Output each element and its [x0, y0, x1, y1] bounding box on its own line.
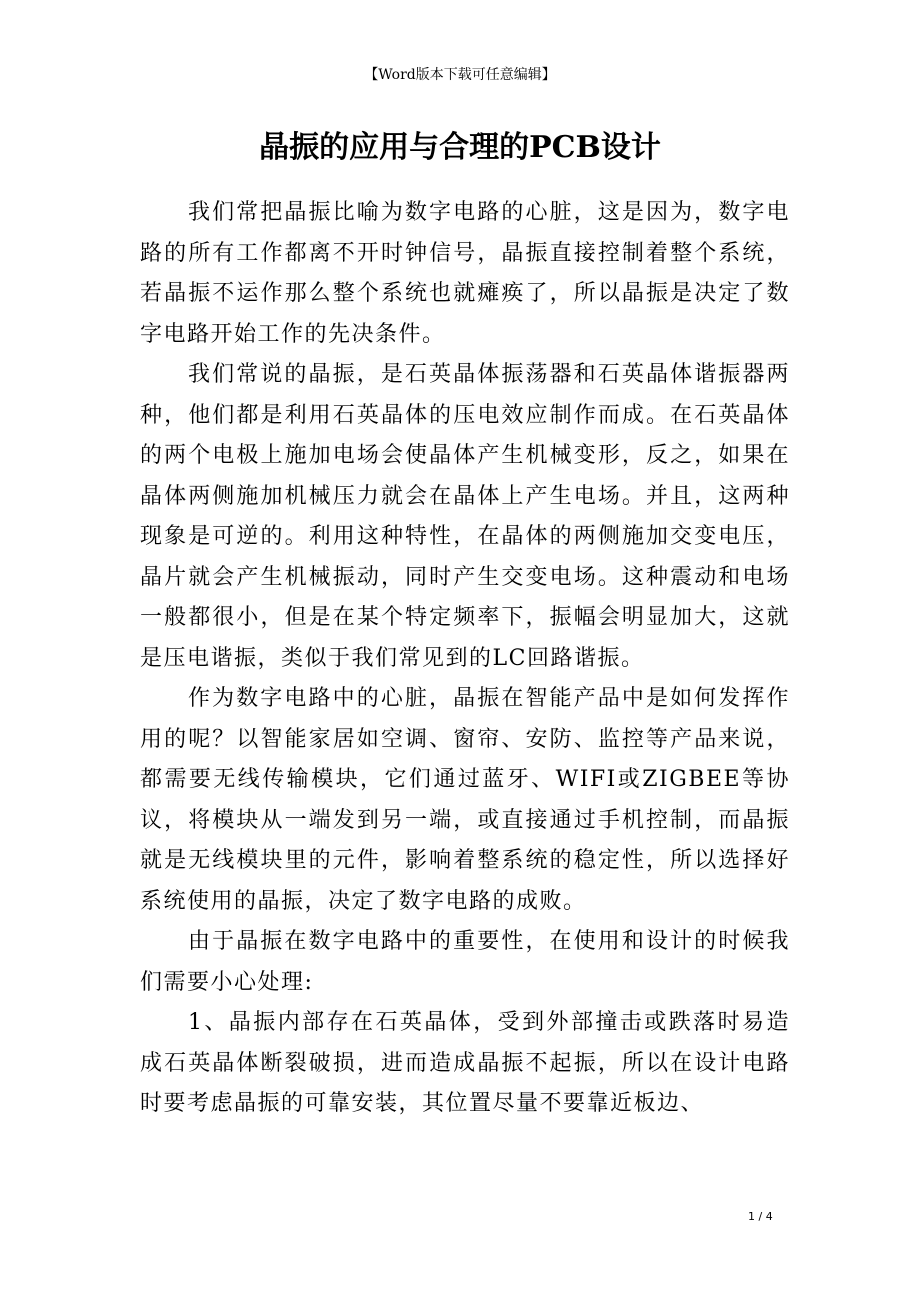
- document-title: 晶振的应用与合理的PCB设计: [259, 130, 661, 165]
- header-note: 【Word版本下载可任意编辑】: [364, 67, 556, 83]
- page-number: 1 / 4: [748, 1210, 773, 1223]
- document-body: [140, 193, 790, 1125]
- paragraph: 我们常说的晶振，是石英晶体振荡器和石英晶体谐振器两种，他们都是利用石英晶体的压电效应制作而成。在石英晶体的两个电极上施加电场会使晶体产生机械变形，反之，如果在晶体两侧施加机械压力就会在晶体上产生电场。并且，这两种现象是可逆的。利用这种特性，在晶体的两侧施加交变电压，晶片就会产生机械振动，同时产生交变电场。这种震动和电场一般都很小，但是在某个特定频率下，振幅会明显加大，这就是压电谐振，类似于我们常见到的LC回路谐振。: [140, 362, 790, 671]
- paragraph: 由于晶振在数字电路中的重要性，在使用和设计的时候我们需要小心处理:: [140, 929, 790, 995]
- paragraph: 作为数字电路中的心脏，晶振在智能产品中是如何发挥作用的呢？以智能家居如空调、窗帘、安防、监控等产品来说，都需要无线传输模块，它们通过蓝牙、WIFI或ZIGBEE等协议，将模块从一端发到另一端，或直接通过手机控制，而晶振就是无线模块里的元件，影响着整系统的稳定性，所以选择好系统使用的晶振，决定了数字电路的成败。: [140, 686, 790, 914]
- paragraph: 我们常把晶振比喻为数字电路的心脏，这是因为，数字电路的所有工作都离不开时钟信号，晶振直接控制着整个系统，若晶振不运作那么整个系统也就瘫痪了，所以晶振是决定了数字电路开始工作的先决条件。: [140, 200, 790, 347]
- paragraph: 1、晶振内部存在石英晶体，受到外部撞击或跌落时易造成石英晶体断裂破损，进而造成晶振不起振，所以在设计电路时要考虑晶振的可靠安装，其位置尽量不要靠近板边、: [140, 1010, 790, 1116]
